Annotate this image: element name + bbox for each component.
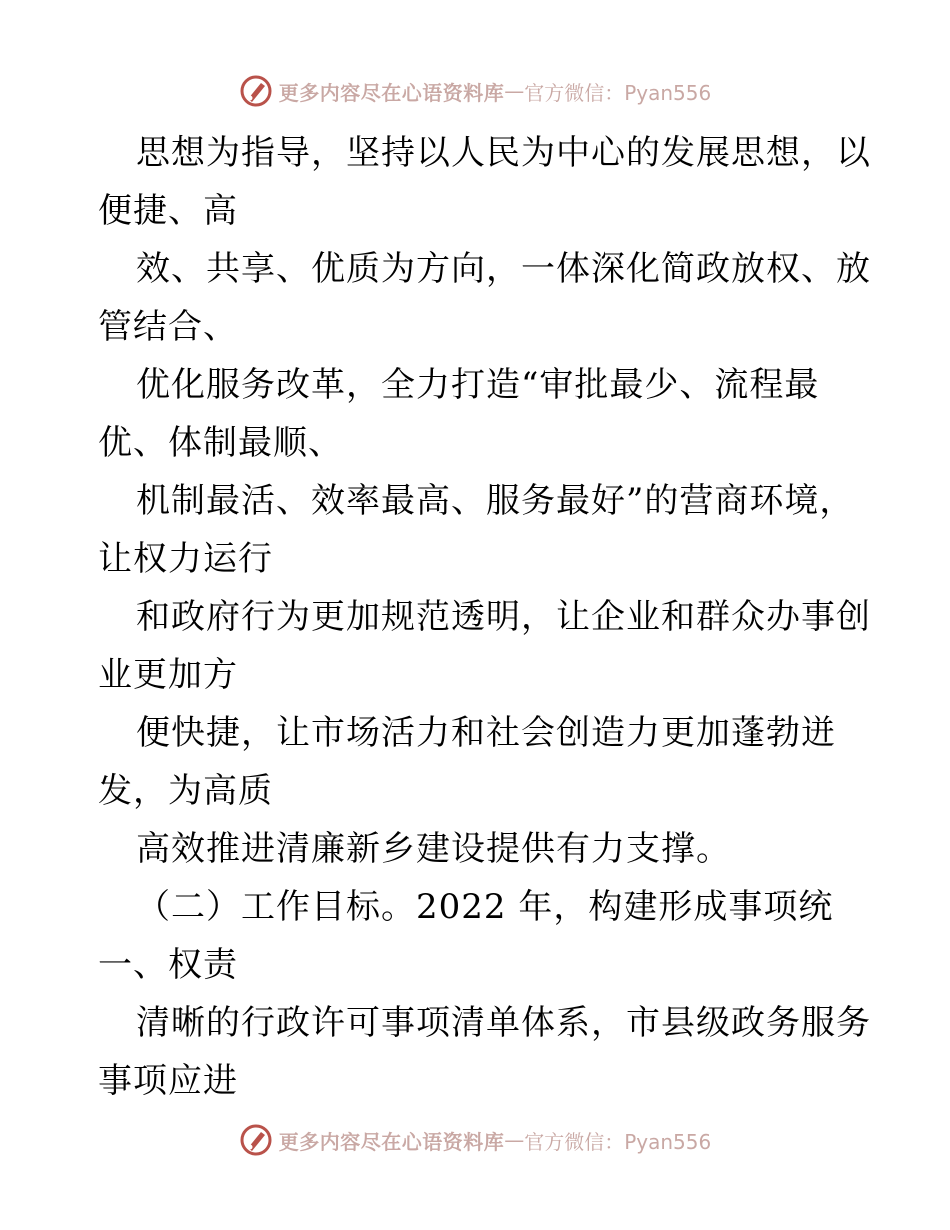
- footer-watermark: [0, 1120, 950, 1160]
- text-line: 高效推进清廉新乡建设提供有力支撑。: [136, 829, 731, 869]
- text-line: 让权力运行: [98, 539, 273, 579]
- text-line: 便快捷，让市场活力和社会创造力更加蓬勃迸: [136, 713, 836, 753]
- text-line: 优化服务改革，全力打造“审批最少、流程最: [136, 365, 820, 405]
- watermark-contact: 官方微信：Pyan556: [524, 1129, 712, 1154]
- text-line: 管结合、: [98, 307, 238, 347]
- text-line: 一、权责: [98, 945, 238, 985]
- watermark-contact: 官方微信：Pyan556: [524, 80, 712, 105]
- text-line: 机制最活、效率最高、服务最好”的营商环境，: [136, 481, 855, 521]
- header-watermark: [0, 71, 950, 111]
- text-line: 业更加方: [98, 655, 238, 695]
- pen-circle-logo-icon: [239, 1123, 273, 1157]
- watermark-brand: 更多内容尽在心语资料库: [278, 80, 505, 105]
- text-line: 和政府行为更加规范透明，让企业和群众办事创: [136, 597, 871, 637]
- text-line: 思想为指导，坚持以人民为中心的发展思想，以: [136, 133, 871, 173]
- watermark-dash: —: [504, 1128, 525, 1152]
- text-line: （二）工作目标。2022 年，构建形成事项统: [136, 887, 834, 927]
- text-line: 清晰的行政许可事项清单体系，市县级政务服务: [136, 1003, 871, 1043]
- text-line: 优、体制最顺、: [98, 423, 343, 463]
- text-line: 效、共享、优质为方向，一体深化简政放权、放: [136, 249, 871, 289]
- watermark-brand: 更多内容尽在心语资料库: [278, 1129, 505, 1154]
- text-line: 发，为高质: [98, 771, 273, 811]
- watermark-dash: —: [504, 79, 525, 103]
- text-line: 事项应进: [98, 1061, 238, 1101]
- pen-circle-logo-icon: [239, 74, 273, 108]
- document-body: [98, 124, 888, 1110]
- text-line: 便捷、高: [98, 191, 238, 231]
